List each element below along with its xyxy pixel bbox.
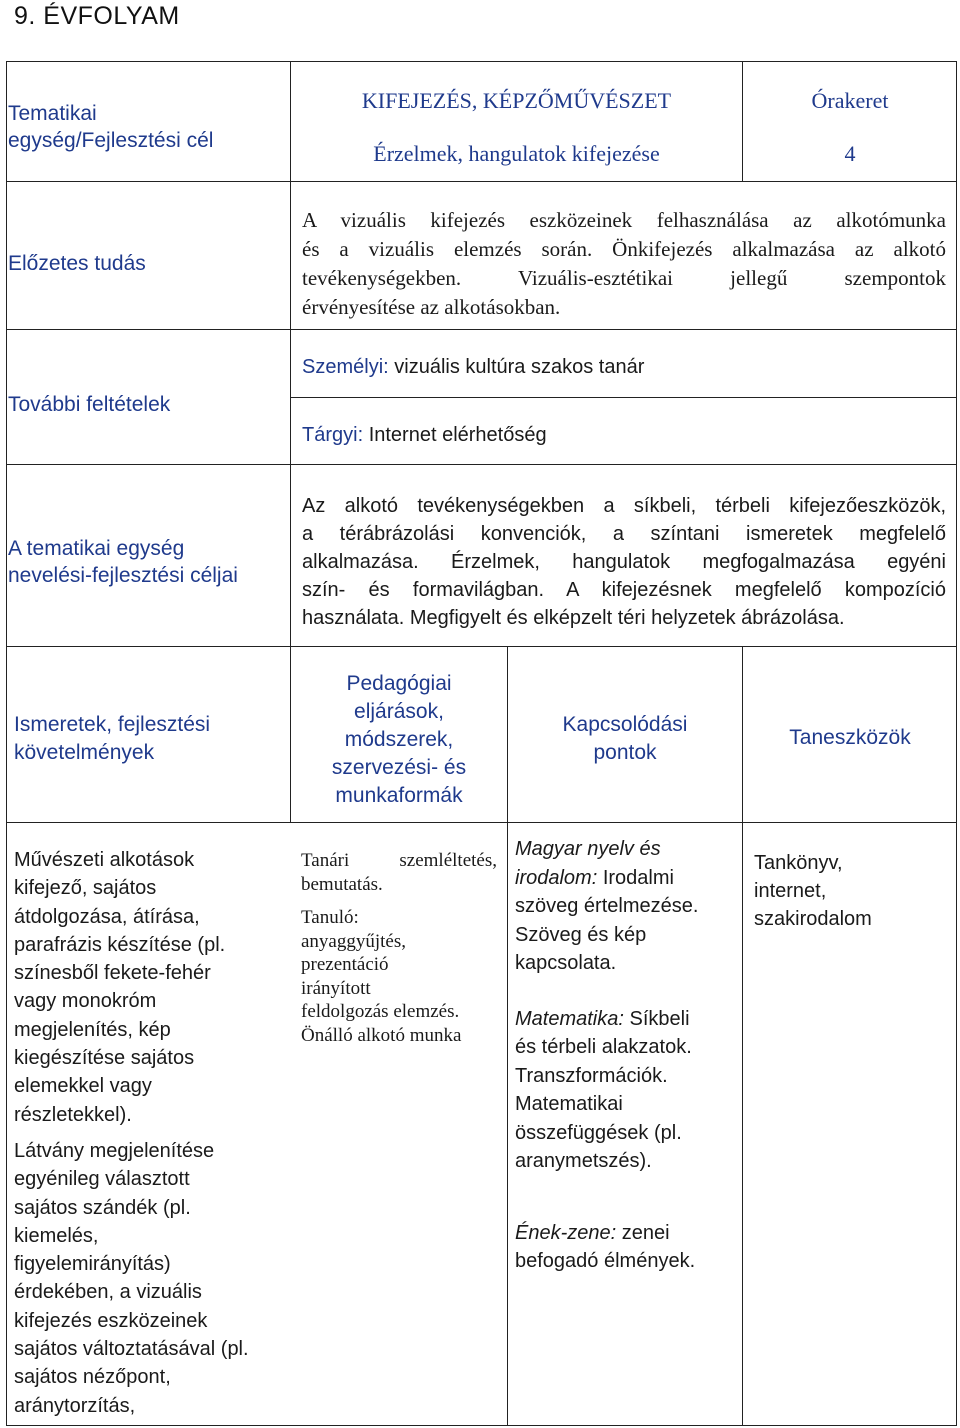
- text-line: kiemelés,: [14, 1224, 99, 1247]
- column-header-methods: [291, 670, 507, 810]
- text-line: feldolgozás elemzés.: [301, 1001, 460, 1022]
- text-line: elemekkel vagy: [14, 1075, 152, 1098]
- text-line: megjelenítés, kép: [14, 1018, 171, 1041]
- text-line: érdekében, a vizuális: [14, 1281, 202, 1304]
- column-header-line: Kapcsolódási: [562, 713, 688, 736]
- subject-name: Ének-zene:: [515, 1221, 617, 1244]
- text-line: kapcsolata.: [515, 952, 617, 974]
- row-divider: [6, 822, 957, 823]
- text-line: kiegészítése sajátos: [14, 1047, 195, 1070]
- text-line: A vizuális kifejezés eszközeinek felhasználása az alkotómunka: [302, 208, 946, 232]
- hours-label: Órakeret: [811, 88, 889, 113]
- text-line: aranymetszés).: [515, 1150, 652, 1172]
- row-divider: [6, 329, 957, 330]
- text-line: vagy monokróm: [14, 990, 157, 1013]
- hours-value: 4: [844, 141, 856, 166]
- material-condition-value: Internet elérhetőség: [368, 424, 547, 446]
- text-line: kifejező, sajátos: [14, 877, 157, 900]
- column-header-knowledge: [14, 711, 210, 767]
- text-line: Az alkotó tevékenységekben a síkbeli, térbeli kifejezőeszközök,: [302, 495, 946, 517]
- subject-name: Magyar nyelv és: [515, 838, 661, 860]
- text-line: színesből fekete-fehér: [14, 962, 211, 985]
- column-header-line: Ismeretek, fejlesztési: [14, 713, 211, 736]
- text-line: zenei: [621, 1221, 670, 1244]
- text-line: internet,: [754, 880, 827, 902]
- text-line: alkalmazása. Érzelmek, hangulatok megfogalmazása egyéni: [302, 551, 946, 573]
- column-header-line: Pedagógiai: [346, 672, 452, 695]
- column-header-links: [508, 711, 742, 767]
- subject-name: irodalom:: [515, 866, 598, 889]
- text-line: részletekkel).: [14, 1103, 132, 1126]
- text-line: Művészeti alkotások: [14, 849, 195, 871]
- text-line: Tanári szemléltetés,: [301, 850, 497, 871]
- column-header-line: eljárások,: [354, 700, 444, 723]
- goals-label-line: A tematikai egység: [8, 537, 185, 560]
- text-line: a térábrázolási konvenciók, a színtani ismeretek megfelelő: [302, 523, 946, 545]
- text-line: és térbeli alakzatok.: [515, 1036, 692, 1058]
- methods-text: [301, 849, 497, 1047]
- subject-name: Matematika:: [515, 1007, 624, 1030]
- text-line: egyénileg választott: [14, 1168, 190, 1191]
- text-line: Tanuló:: [301, 907, 359, 928]
- column-header-line: pontok: [593, 741, 657, 764]
- page-title: 9. ÉVFOLYAM: [14, 2, 180, 30]
- text-line: Síkbeli: [629, 1007, 690, 1030]
- goals-label-line: nevelési-fejlesztési céljai: [8, 564, 238, 587]
- text-line: befogadó élmények.: [515, 1250, 696, 1272]
- column-header-line: módszerek,: [344, 728, 454, 751]
- goals-text: [302, 492, 946, 632]
- topic-label-line: egység/Fejlesztési cél: [8, 129, 214, 152]
- goals-label: [8, 535, 280, 589]
- topic-label-line: Tematikai: [8, 102, 97, 125]
- text-line: Szöveg és kép: [515, 923, 647, 946]
- column-header-line: követelmények: [14, 741, 155, 764]
- row-divider: [290, 397, 957, 398]
- text-line: sajátos szándék (pl.: [14, 1196, 191, 1219]
- text-line: parafrázis készítése (pl.: [14, 933, 226, 956]
- unit-title: KIFEJEZÉS, KÉPZŐMŰVÉSZET: [361, 88, 672, 113]
- text-line: sajátos nézőpont,: [14, 1366, 171, 1389]
- row-divider: [6, 181, 957, 182]
- text-line: és a vizuális elemzés során. Önkifejezés alkalmazása az alkotó: [302, 237, 946, 261]
- topic-label: [8, 100, 280, 154]
- row-divider: [6, 646, 957, 647]
- column-header-tools: Taneszközök: [789, 726, 911, 749]
- column-divider: [742, 646, 743, 1426]
- text-line: figyelemirányítás): [14, 1253, 171, 1276]
- text-line: irányított: [301, 977, 371, 999]
- unit-subtitle: Érzelmek, hangulatok kifejezése: [373, 141, 660, 166]
- text-line: érvényesítése az alkotásokban.: [302, 295, 561, 319]
- text-line: aránytorzítás,: [14, 1394, 136, 1417]
- column-header-line: szervezési- és: [331, 756, 467, 779]
- text-line: átdolgozása, átírása,: [14, 905, 200, 928]
- text-line: szöveg értelmezése.: [515, 895, 699, 917]
- links-text: [515, 835, 739, 1276]
- personal-condition-value: vizuális kultúra szakos tanár: [394, 356, 645, 378]
- row-divider: [6, 464, 957, 465]
- text-line: Irodalmi: [602, 866, 674, 889]
- text-line: Önálló alkotó munka: [301, 1024, 462, 1046]
- text-line: Transzformációk.: [515, 1064, 668, 1087]
- personal-condition: [302, 356, 644, 379]
- text-line: anyaggyűjtés,: [301, 930, 407, 952]
- material-condition-label: Tárgyi:: [302, 424, 364, 446]
- text-line: Matematikai: [515, 1093, 623, 1115]
- text-line: prezentáció: [301, 954, 389, 975]
- conditions-label: További feltételek: [8, 393, 171, 416]
- text-line: kifejezés eszközeinek: [14, 1309, 208, 1332]
- text-line: összefüggések (pl.: [515, 1121, 682, 1144]
- text-line: szín- és formavilágban. A kifejezésnek megfelelő kompozíció: [302, 579, 946, 601]
- prior-knowledge-text: [302, 206, 946, 322]
- knowledge-text: [14, 846, 284, 1420]
- prior-knowledge-label: Előzetes tudás: [8, 252, 146, 275]
- material-condition: [302, 424, 547, 447]
- text-line: használata. Megfigyelt és elképzelt téri helyzetek ábrázolása.: [302, 607, 845, 629]
- personal-condition-label: Személyi:: [302, 356, 389, 378]
- text-line: tevékenységekben. Vizuális-esztétikai jellegű szempontok: [302, 266, 946, 290]
- text-line: Tankönyv,: [754, 852, 843, 874]
- text-line: Látvány megjelenítése: [14, 1139, 215, 1162]
- tools-text: [754, 849, 954, 933]
- text-line: sajátos változtatásával (pl.: [14, 1338, 249, 1361]
- text-line: bemutatás.: [301, 873, 383, 895]
- text-line: szakirodalom: [754, 908, 872, 930]
- column-header-line: munkaformák: [335, 784, 463, 807]
